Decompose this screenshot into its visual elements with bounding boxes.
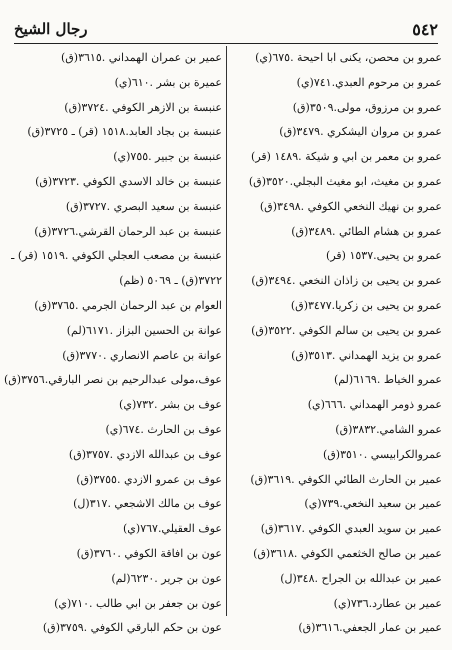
list-item: عمروالكرابيسي .٣٥١٠(ق) [322, 447, 442, 461]
list-item: عمير بن سويد العبدي الكوفي .٣٦١٧(ق) [260, 522, 442, 536]
list-item: عوانة بن الحسين البزاز .٦١٧١(لم) [66, 323, 222, 337]
list-item: عون بن جعفر بن ابي طالب .٧١٠(ي) [54, 596, 222, 610]
page-header [14, 20, 438, 40]
right-column [236, 46, 442, 641]
list-item: عنبسة بن خالد الاسدي الكوفي .٣٧٢٣(ق) [35, 174, 222, 188]
list-item: عمرو بن مرحوم العبدي.٧٤١(ي) [296, 75, 442, 89]
list-item: عوف بن عبدالله الازدي .٣٧٥٧(ق) [68, 447, 222, 461]
list-item: عون بن جرير .٦٢٣٠(لم) [111, 571, 222, 585]
list-item: عمرو ذومر الهمداني .٦٦٦(ي) [307, 398, 442, 412]
list-item: عنبسة بن عبد الرحمان القرشي.٣٧٢٦(ق) [34, 224, 222, 238]
list-item: عنبسة بن جبير .٧٥٥(ي) [113, 150, 222, 164]
list-item: عمرو الخياط .٦١٦٩(لم) [333, 373, 442, 387]
list-item: عنبسة بن سعيد البصري .٣٧٢٧(ق) [65, 199, 222, 213]
list-item: عمرو بن يزيد الهمداني .٣٥١٣(ق) [291, 348, 442, 362]
list-item: عمرو بن نهيك النخعي الكوفي .٣٤٩٨(ق) [259, 199, 442, 213]
list-item: عمير بن عطارد.٧٣٦(ي) [333, 596, 442, 610]
page-number: ٥٤٢ [412, 20, 438, 39]
list-item: عمرو بن مرزوق، مولى.٣٥٠٩(ق) [292, 100, 442, 114]
list-item: ٣٧٢٢(ق) ـ ٥٠٦٩ (ظم) [119, 274, 222, 288]
header-rule [14, 43, 438, 44]
column-divider [226, 46, 227, 616]
list-item: عوف العقيلي.٧٦٧(ي) [123, 522, 222, 536]
list-item: عميرة بن بشر .٦١٠(ي) [114, 75, 222, 89]
list-item: عوف بن عمرو الازدي .٣٧٥٥(ق) [76, 472, 222, 486]
list-item: عمرو بن يحيى.١٥٣٧ (قر) [326, 249, 442, 263]
list-item: عمرو بن يحيى بن زاذان النخعي .٣٤٩٤(ق) [251, 274, 442, 288]
list-item: عمير بن عمار الجعفي.٣٦١٦(ق) [298, 621, 442, 635]
list-item: عمرو بن مروان اليشكري .٣٤٧٩(ق) [279, 125, 442, 139]
list-item: عوف بن مالك الاشجعي .٣١٧(ل) [73, 497, 222, 511]
list-item: عنبسة بن مصعب العجلي الكوفي .١٥١٩ (قر) ـ [11, 249, 222, 263]
list-item: عوف بن الحارث .٦٧٤(ي) [105, 422, 222, 436]
list-item: عمرو بن محصن، يكنى ابا احيحة .٦٧٥(ي) [255, 51, 442, 64]
left-column [3, 46, 222, 641]
list-item: عمرو بن هشام الطائي .٣٤٨٩(ق) [291, 224, 442, 238]
list-item: عنبسة بن بجاد العابد.١٥١٨ (قر) ـ ٣٧٢٥(ق) [27, 125, 222, 139]
list-item: عون بن افاقة الكوفي .٣٧٦٠(ق) [76, 546, 222, 560]
list-item: عمير بن سعيد النخعي.٧٣٩(ي) [304, 497, 442, 511]
list-item: عمرو بن يحيى بن زكريا.٣٤٧٧(ق) [290, 298, 442, 312]
list-item: عوف بن بشر .٧٣٢(ي) [119, 398, 222, 412]
running-title: رجال الشيخ [14, 20, 88, 38]
list-item: عوف،مولى عبدالرحيم بن نصر البارقي.٣٧٥٦(ق) [3, 373, 222, 387]
list-item: عمرو الشامي.٣٨٣٢(ق) [335, 422, 442, 436]
list-item: عمرو بن معمر بن ابي و شيكة .١٤٨٩ (قر) [251, 150, 442, 164]
list-item: عنبسة بن الازهر الكوفي .٣٧٢٤(ق) [64, 100, 222, 114]
list-item: عوانة بن عاصم الانصاري .٣٧٧٠(ق) [62, 348, 222, 362]
list-item: عمير بن عبدالله بن الجراح .٣٤٨(ل) [280, 571, 442, 585]
list-item: عون بن حكم البارقي الكوفي .٣٧٥٩(ق) [42, 621, 222, 635]
list-item: عمرو بن يحيى بن سالم الكوفي .٣٥٢٢(ق) [251, 323, 442, 337]
list-item: عمير بن عمران الهمداني .٣٦١٥(ق) [60, 51, 222, 64]
list-item: العوام بن عبد الرحمان الجرمي .٣٧٦٥(ق) [34, 298, 222, 312]
list-item: عمير بن الحارث الطائي الكوفي .٣٦١٩(ق) [250, 472, 442, 486]
list-item: عمرو بن مغيث، ابو مغيث البجلي.٣٥٢٠(ق) [248, 174, 442, 188]
list-item: عمير بن صالح الخثعمي الكوفي .٣٦١٨(ق) [253, 546, 442, 560]
